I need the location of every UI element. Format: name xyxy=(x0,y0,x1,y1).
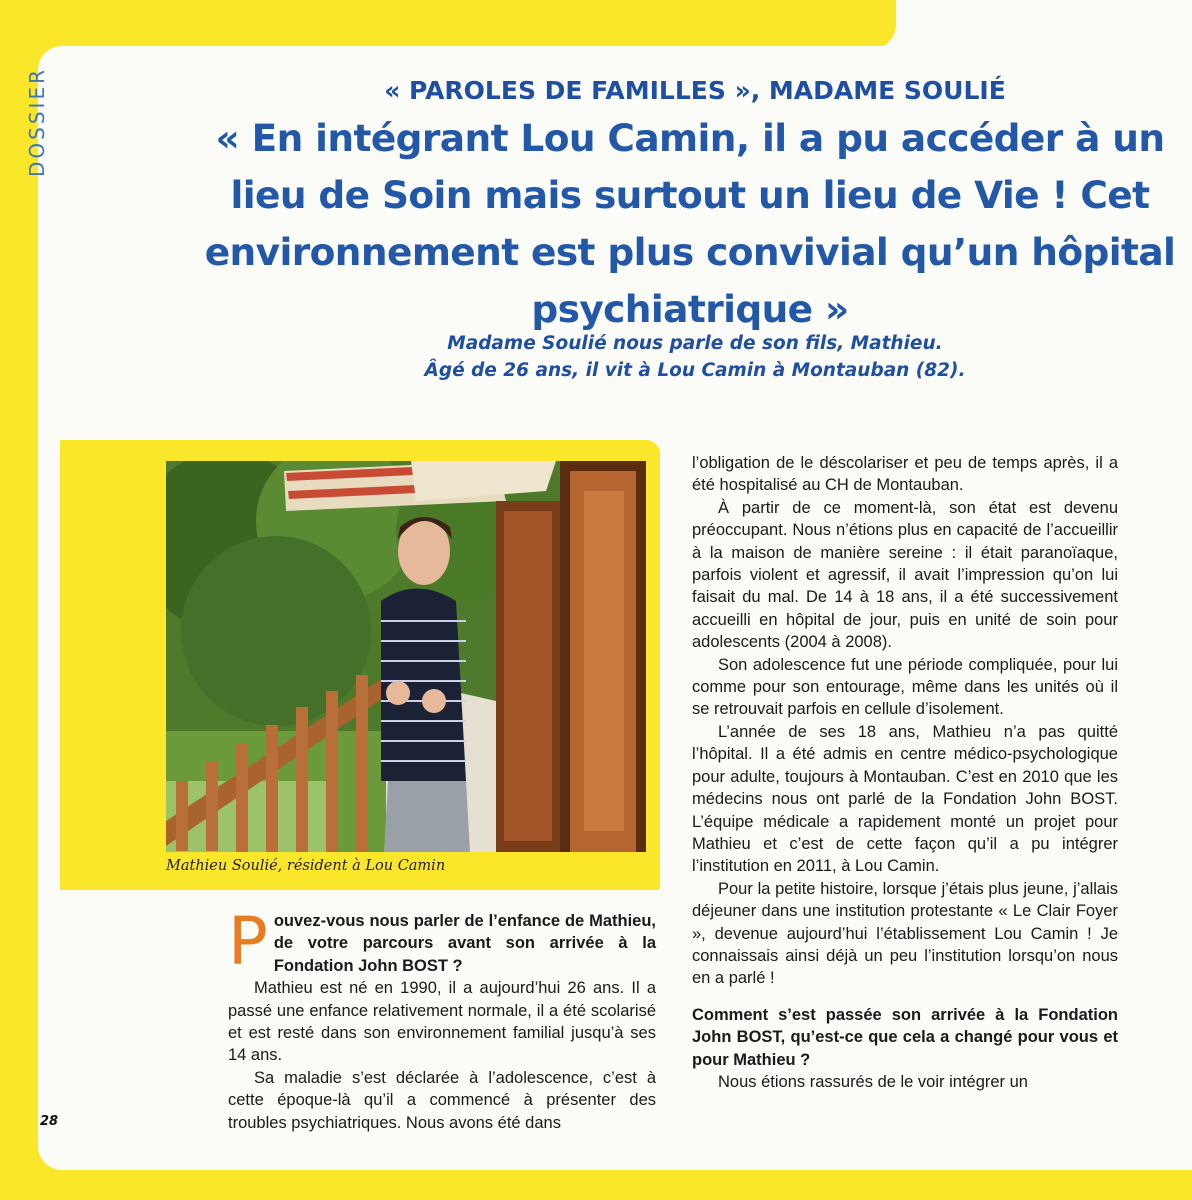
paragraph-5: Son adolescence fut une période compliquée, pour lui comme pour son entourage, même dans les unités où il se retrouvait parfois en cellule d’isolement. xyxy=(692,655,1118,719)
paragraph-2: Sa maladie s’est déclarée à l’adolescence, c’est à cette époque-là qu’il a commencé à présenter des troubles psychiatriques. Nous avons été dans xyxy=(228,1068,656,1132)
yellow-bottom-band xyxy=(0,1170,1192,1200)
paragraph-1: Mathieu est né en 1990, il a aujourd’hui 26 ans. Il a passé une enfance relativement normale, il a été scolarisé et est resté dans son environnement familial jusqu’à ses 14 ans. xyxy=(228,979,656,1065)
section-label xyxy=(22,52,52,192)
article-column-right xyxy=(692,452,1118,1093)
photo-illustration xyxy=(166,461,646,852)
article-column-left xyxy=(228,903,656,1134)
deck-line-2: Âgé de 26 ans, il vit à Lou Camin à Montauban (82). xyxy=(424,360,966,381)
kicker: « PAROLES DE FAMILLES », MADAME SOULIÉ xyxy=(384,76,1006,105)
question-2: Comment s’est passée son arrivée à la Fondation John BOST, qu’est-ce que cela a changé pour vous et pour Mathieu ? xyxy=(692,1005,1118,1069)
paragraph-8: Nous étions rassurés de le voir intégrer un xyxy=(718,1072,1028,1091)
deck-line-1: Madame Soulié nous parle de son fils, Mathieu. xyxy=(447,333,943,354)
headline: « En intégrant Lou Camin, il a pu accéder à un lieu de Soin mais surtout un lieu de Vie ! Cet environnement est plus convivial qu’un hôpital psychiatrique » xyxy=(204,116,1176,331)
paragraph-3: l’obligation de le déscolariser et peu de temps après, il a été hospitalisé au CH de Montauban. xyxy=(692,454,1118,495)
section-label-text: DOSSIER xyxy=(25,67,49,177)
deck xyxy=(260,330,1130,384)
question-1 xyxy=(228,903,656,980)
drop-cap: P xyxy=(228,903,268,980)
paragraph-7: Pour la petite histoire, lorsque j’étais plus jeune, j’allais déjeuner dans une institution protestante « Le Clair Foyer », devenue aujourd’hui l’établissement Lou Camin ! Je connaissais ainsi déjà un peu l’institution lorsqu’on nous en a parlé ! xyxy=(692,879,1118,988)
paragraph-4: À partir de ce moment-là, son état est devenu préoccupant. Nous n’étions plus en capacité de l’accueillir à la maison de manière sereine : il était paranoïaque, parfois violent et agressif, il avait l’impression qu’on lui faisait du mal. De 14 à 18 ans, il a été successivement accueilli en hôpital de jour, puis en unité de soin pour adolescents (2004 à 2008). xyxy=(692,498,1118,652)
portrait-photo xyxy=(166,461,646,852)
page-number: 28 xyxy=(40,1114,59,1129)
yellow-top-band xyxy=(0,0,896,50)
photo-caption: Mathieu Soulié, résident à Lou Camin xyxy=(166,858,446,874)
paragraph-6: L’année de ses 18 ans, Mathieu n’a pas quitté l’hôpital. Il a été admis en centre médico-psychologique pour adulte, toujours à Montauban. C’est en 2010 que les médecins nous ont parlé de la Fondation John BOST. L’équipe médicale a rapidement monté un projet pour Mathieu et c’est de cette façon qu’il a pu intégrer l’institution en 2011, à Lou Camin. xyxy=(692,722,1118,876)
question-1-text: ouvez-vous nous parler de l’enfance de Mathieu, de votre parcours avant son arrivée à la Fondation John BOST ? xyxy=(273,912,656,975)
